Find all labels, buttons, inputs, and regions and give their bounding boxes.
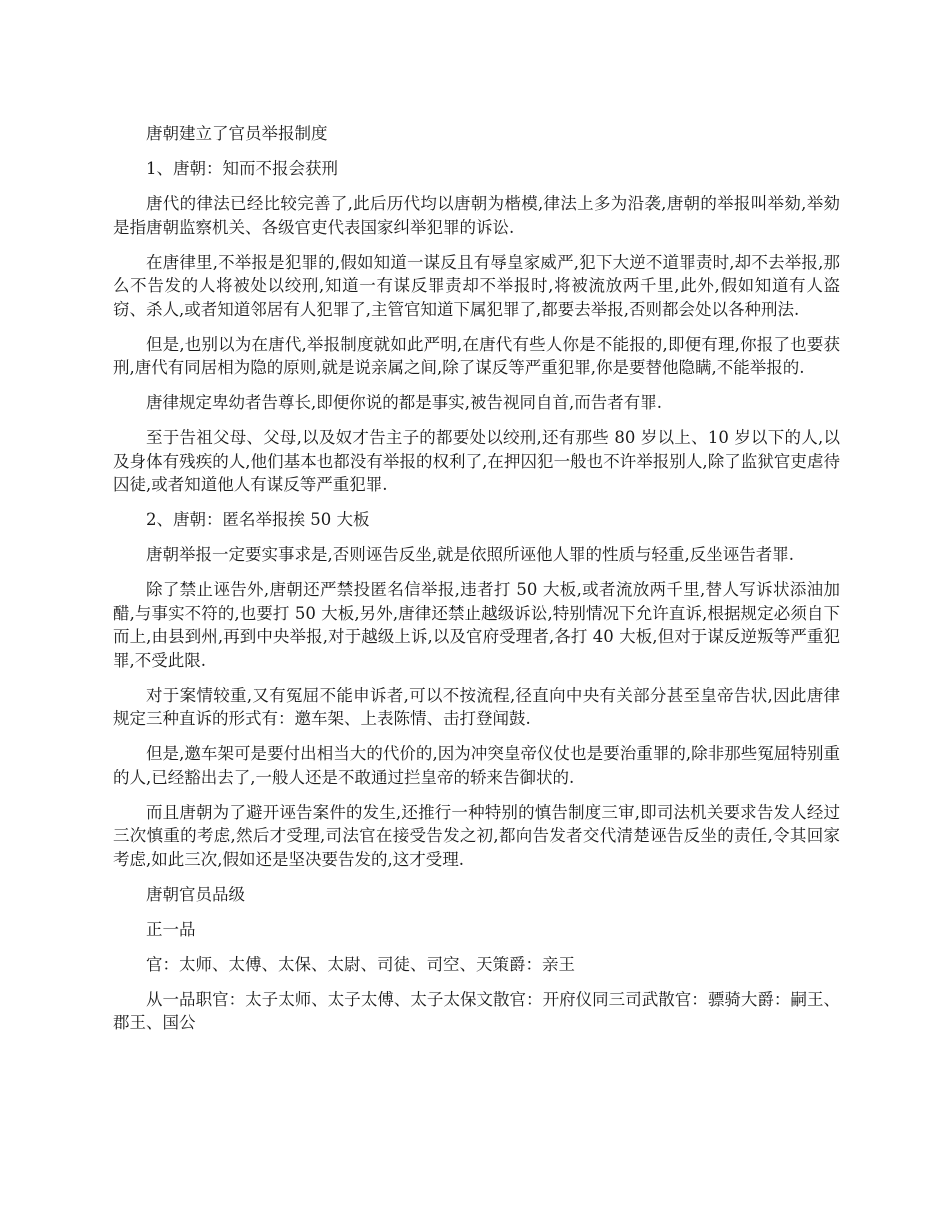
paragraph: 唐代的律法已经比较完善了,此后历代均以唐朝为楷模,律法上多为沿袭,唐朝的举报叫举劾,举劾是指唐朝监察机关、各级官吏代表国家纠举犯罪的诉讼.: [113, 194, 840, 237]
paragraph: 对于案情较重,又有冤屈不能申诉者,可以不按流程,径直向中央有关部分甚至皇帝告状,因此唐律规定三种直诉的形式有：邀车架、上表陈情、击打登闻鼓.: [113, 685, 840, 728]
paragraph: 至于告祖父母、父母,以及奴才告主子的都要处以绞刑,还有那些 80 岁以上、10 岁以下的人,以及身体有残疾的人,他们基本也都没有举报的权利了,在押囚犯一般也不许举报别人,除了监狱官吏虐待囚徒,或者知道他人有谋反等严重犯罪.: [113, 428, 840, 494]
paragraph: 除了禁止诬告外,唐朝还严禁投匿名信举报,违者打 50 大板,或者流放两千里,替人写诉状添油加醋,与事实不符的,也要打 50 大板,另外,唐律还禁止越级诉讼,特别情况下允许直诉,根据规定必须自下而上,由县到州,再到中央举报,对于越级上诉,以及官府受理者,各打 40 大板,但对于谋反逆叛等严重犯罪,不受此限.: [113, 580, 840, 670]
doc-title: 唐朝建立了官员举报制度: [146, 124, 328, 143]
paragraph: 但是,邀车架可是要付出相当大的代价的,因为冲突皇帝仪仗也是要治重罪的,除非那些冤屈特别重的人,已经豁出去了,一般人还是不敢通过拦皇帝的轿来告御状的.: [113, 744, 840, 787]
section-heading-1: 1、唐朝：知而不报会获刑: [146, 159, 338, 178]
paragraph: 官：太师、太傅、太保、太尉、司徒、司空、天策爵：亲王: [146, 954, 575, 974]
paragraph: 在唐律里,不举报是犯罪的,假如知道一谋反且有辱皇家威严,犯下大逆不道罪责时,却不去举报,那么不告发的人将被处以绞刑,知道一有谋反罪责却不举报时,将被流放两千里,此外,假如知道有人盗窃、杀人,或者知道邻居有人犯罪了,主管官知道下属犯罪了,都要去举报,否则都会处以各种刑法.: [113, 252, 840, 319]
paragraph: 唐朝举报一定要实事求是,否则诬告反坐,就是依照所诬他人罪的性质与轻重,反坐诬告者罪.: [146, 545, 794, 564]
document-body: [113, 122, 840, 1046]
paragraph: 唐律规定卑幼者告尊长,即便你说的都是事实,被告视同自首,而告者有罪.: [146, 393, 662, 412]
rank-heading: 正一品: [146, 919, 196, 939]
paragraph: 但是,也别以为在唐代,举报制度就如此严明,在唐代有些人你是不能报的,即便有理,你报了也要获刑,唐代有同居相为隐的原则,就是说亲属之间,除了谋反等严重犯罪,你是要替他隐瞒,不能举报的.: [113, 334, 840, 377]
section-heading-3: 唐朝官员品级: [146, 884, 245, 904]
paragraph: 从一品职官：太子太师、太子太傅、太子太保文散官：开府仪同三司武散官：骠骑大爵：嗣王、郡王、国公: [113, 989, 840, 1032]
paragraph: 而且唐朝为了避开诬告案件的发生,还推行一种特别的慎告制度三审,即司法机关要求告发人经过三次慎重的考虑,然后才受理,司法官在接受告发之初,都向告发者交代清楚诬告反坐的责任,令其回家考虑,如此三次,假如还是坚决要告发的,这才受理.: [113, 802, 840, 869]
section-heading-2: 2、唐朝：匿名举报挨 50 大板: [146, 510, 370, 529]
